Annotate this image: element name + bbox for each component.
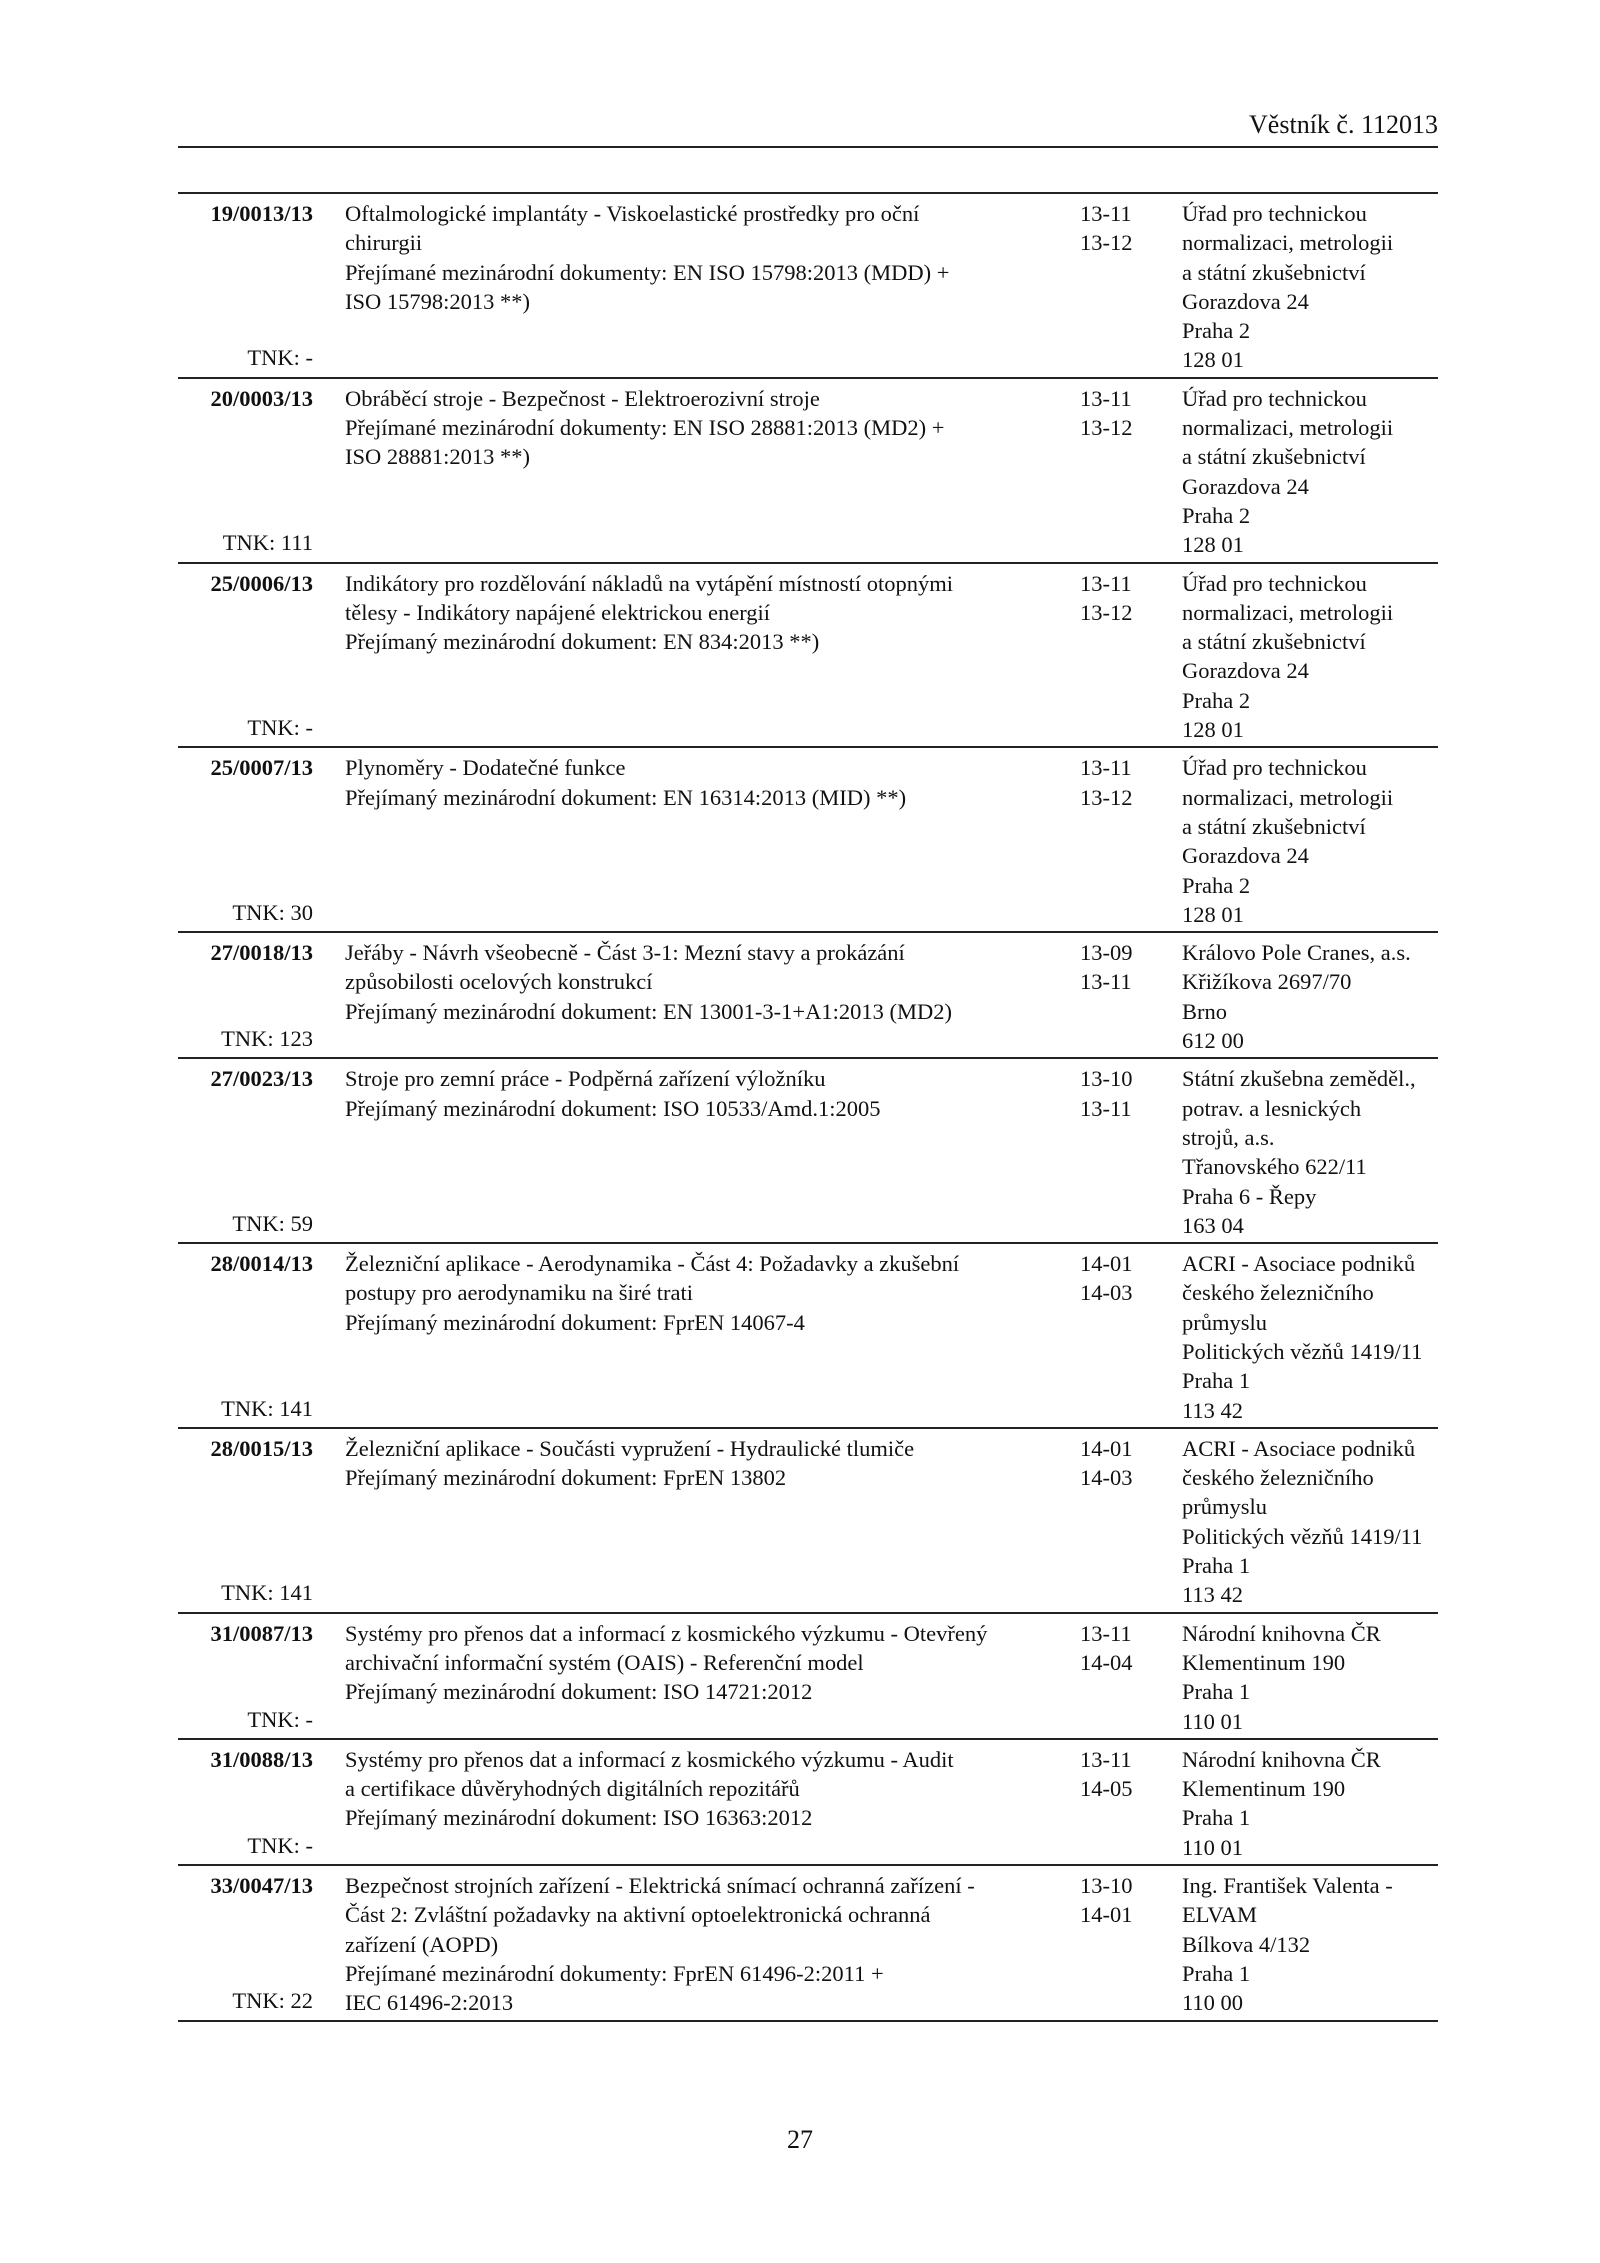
record-tnk: TNK: 123 [221,1026,313,1052]
record-organization-line: Ing. František Valenta - [1182,1873,1393,1899]
record-organization-line: 612 00 [1182,1028,1244,1054]
record-title-cell [333,1434,1063,1610]
table-row [178,194,1438,379]
record-organization-cell [1178,1745,1438,1862]
record-title-cell [333,199,1063,375]
record-date: 13-11 [1080,1095,1132,1121]
record-organization-line: Křižíkova 2697/70 [1182,969,1352,995]
record-organization-line: Praha 2 [1182,502,1251,528]
record-organization-line: Národní knihovna ČR [1182,1620,1381,1646]
record-dates-cell [1063,938,1178,1055]
record-date: 13-11 [1080,1746,1132,1772]
record-title-cell [333,1064,1063,1240]
record-organization-line: Klementinum 190 [1182,1776,1346,1802]
record-organization-line: Úřad pro technickou [1182,755,1367,781]
record-date: 14-03 [1080,1465,1133,1491]
table-row [178,379,1438,564]
record-title-line: způsobilosti ocelových konstrukcí [345,969,653,995]
record-organization-line: normalizaci, metrologii [1182,784,1394,810]
record-organization-line: Třanovského 622/11 [1182,1154,1367,1180]
record-title-cell [333,384,1063,560]
record-title-line: Bezpečnost strojních zařízení - Elektrická snímací ochranná zařízení - [345,1873,975,1899]
record-title-line: Obráběcí stroje - Bezpečnost - Elektroerozivní stroje [345,385,820,411]
record-title-line: Přejímaný mezinárodní dokument: FprEN 14067-4 [345,1309,805,1335]
record-organization-line: 128 01 [1182,901,1244,927]
record-organization-line: Praha 2 [1182,318,1251,344]
record-title-line: Systémy pro přenos dat a informací z kosmického výzkumu - Otevřený [345,1620,988,1646]
record-title-line: tělesy - Indikátory napájené elektrickou energií [345,599,771,625]
record-id-cell [178,199,333,375]
record-id-cell [178,1064,333,1240]
record-title-line: Oftalmologické implantáty - Viskoelastické prostředky pro oční [345,201,920,226]
record-title-line: Přejímané mezinárodní dokumenty: FprEN 61496-2:2011 + [345,1960,884,1986]
record-title-line: Železniční aplikace - Součásti vypružení - Hydraulické tlumiče [345,1435,915,1461]
record-date: 13-10 [1080,1873,1133,1899]
record-organization-line: a státní zkušebnictví [1182,813,1366,839]
record-organization-line: Politických vězňů 1419/11 [1182,1523,1423,1549]
record-organization-line: Královo Pole Cranes, a.s. [1182,940,1411,966]
record-title-line: Přejímaný mezinárodní dokument: FprEN 13802 [345,1465,787,1491]
record-tnk: TNK: - [247,345,313,371]
record-organization-line: a státní zkušebnictví [1182,444,1366,470]
record-organization-line: českého železničního [1182,1465,1374,1491]
record-title-line: Stroje pro zemní práce - Podpěrná zařízení výložníku [345,1066,826,1092]
record-title-line: Přejímaný mezinárodní dokument: ISO 16363:2012 [345,1805,813,1831]
record-organization-line: a státní zkušebnictví [1182,259,1366,285]
record-organization-line: Gorazdova 24 [1182,288,1309,314]
record-dates-cell [1063,1064,1178,1240]
record-organization-line: Gorazdova 24 [1182,473,1309,499]
record-title-line: IEC 61496-2:2013 [345,1990,514,2016]
record-date: 13-11 [1080,1620,1132,1646]
record-organization-line: normalizaci, metrologii [1182,230,1394,256]
record-organization-line: Politických vězňů 1419/11 [1182,1338,1423,1364]
record-organization-line: Praha 1 [1182,1679,1251,1705]
record-dates-cell [1063,1619,1178,1736]
page-header [178,108,1438,148]
record-organization-line: Praha 6 - Řepy [1182,1183,1317,1209]
table-row [178,1244,1438,1429]
standards-table [178,192,1438,2022]
record-organization-cell [1178,384,1438,560]
record-organization-cell [1178,938,1438,1055]
record-title-line: chirurgii [345,230,423,256]
record-organization-line: 128 01 [1182,347,1244,373]
record-tnk: TNK: - [247,715,313,741]
record-date: 14-01 [1080,1435,1133,1461]
record-date: 13-12 [1080,230,1133,256]
record-organization-line: ACRI - Asociace podniků [1182,1435,1416,1461]
record-organization-line: Praha 1 [1182,1960,1251,1986]
record-organization-line: normalizaci, metrologii [1182,415,1394,441]
record-date: 13-11 [1080,755,1132,781]
record-dates-cell [1063,1745,1178,1862]
record-tnk: TNK: 59 [232,1210,313,1236]
record-id-cell [178,753,333,929]
table-row [178,1614,1438,1740]
record-organization-line: ELVAM [1182,1902,1258,1928]
record-date: 13-12 [1080,415,1133,441]
record-organization-line: Brno [1182,998,1227,1024]
record-code: 27/0018/13 [210,940,313,966]
record-title-cell [333,753,1063,929]
record-organization-cell [1178,199,1438,375]
record-date: 13-11 [1080,201,1132,226]
record-title-line: Přejímané mezinárodní dokumenty: EN ISO 15798:2013 (MDD) + [345,259,950,285]
record-code: 31/0088/13 [210,1746,313,1772]
record-organization-line: ACRI - Asociace podniků [1182,1251,1416,1277]
record-organization-line: Gorazdova 24 [1182,843,1309,869]
record-date: 13-10 [1080,1066,1133,1092]
record-title-line: Jeřáby - Návrh všeobecně - Část 3-1: Mezní stavy a prokázání [345,940,905,966]
record-tnk: TNK: - [247,1832,313,1858]
record-organization-cell [1178,569,1438,745]
record-organization-line: 163 04 [1182,1212,1244,1238]
record-dates-cell [1063,1249,1178,1425]
record-organization-line: Gorazdova 24 [1182,658,1309,684]
record-code: 25/0007/13 [210,755,313,781]
table-row [178,748,1438,933]
record-date: 13-11 [1080,385,1132,411]
table-row [178,933,1438,1059]
record-code: 31/0087/13 [210,1620,313,1646]
record-organization-line: strojů, a.s. [1182,1124,1275,1150]
record-code: 20/0003/13 [210,385,313,411]
record-tnk: TNK: 141 [221,1580,313,1606]
record-organization-line: 110 01 [1182,1834,1244,1860]
record-title-line: Přejímaný mezinárodní dokument: ISO 10533/Amd.1:2005 [345,1095,881,1121]
record-title-line: Plynoměry - Dodatečné funkce [345,755,626,781]
record-date: 14-04 [1080,1649,1133,1675]
record-code: 28/0014/13 [210,1251,313,1277]
record-code: 33/0047/13 [210,1873,313,1899]
record-tnk: TNK: 111 [222,530,313,556]
record-date: 13-11 [1080,969,1132,995]
record-id-cell [178,384,333,560]
record-title-cell [333,1871,1063,2017]
record-title-line: Přejímaný mezinárodní dokument: EN 16314:2013 (MID) **) [345,784,907,810]
record-date: 14-05 [1080,1776,1133,1802]
record-title-line: archivační informační systém (OAIS) - Referenční model [345,1649,864,1675]
record-title-cell [333,938,1063,1055]
page-number: 27 [787,2125,813,2154]
record-id-cell [178,1745,333,1862]
record-title-line: Přejímaný mezinárodní dokument: EN 834:2013 **) [345,629,820,655]
record-title-line: Železniční aplikace - Aerodynamika - Část 4: Požadavky a zkušební [345,1251,960,1277]
record-organization-line: 128 01 [1182,532,1244,558]
record-tnk: TNK: 141 [221,1395,313,1421]
record-organization-cell [1178,1434,1438,1610]
record-title-line: Indikátory pro rozdělování nákladů na vytápění místností otopnými [345,570,954,596]
record-id-cell [178,1619,333,1736]
table-row [178,1740,1438,1866]
record-organization-line: Praha 2 [1182,872,1251,898]
record-organization-line: potrav. a lesnických [1182,1095,1362,1121]
record-title-cell [333,1249,1063,1425]
record-organization-line: Úřad pro technickou [1182,201,1367,226]
record-organization-line: Státní zkušebna zeměděl., [1182,1066,1416,1092]
record-title-cell [333,1619,1063,1736]
record-organization-line: Úřad pro technickou [1182,570,1367,596]
record-dates-cell [1063,1434,1178,1610]
record-organization-line: Bílkova 4/132 [1182,1931,1311,1957]
table-row [178,564,1438,749]
record-date: 13-09 [1080,940,1133,966]
record-organization-cell [1178,753,1438,929]
record-title-line: ISO 28881:2013 **) [345,444,530,470]
record-code: 25/0006/13 [210,570,313,596]
record-code: 28/0015/13 [210,1435,313,1461]
record-organization-line: 110 01 [1182,1708,1244,1734]
record-organization-line: Klementinum 190 [1182,1649,1346,1675]
record-title-line: Část 2: Zvláštní požadavky na aktivní optoelektronická ochranná [345,1902,931,1928]
record-organization-cell [1178,1871,1438,2017]
record-date: 13-11 [1080,570,1132,596]
record-id-cell [178,938,333,1055]
table-row [178,1429,1438,1614]
record-title-line: Přejímané mezinárodní dokumenty: EN ISO 28881:2013 (MD2) + [345,415,945,441]
record-title-line: postupy pro aerodynamiku na širé trati [345,1280,694,1306]
record-title-line: Přejímaný mezinárodní dokument: EN 13001-3-1+A1:2013 (MD2) [345,998,952,1024]
record-organization-line: českého železničního [1182,1280,1374,1306]
record-title-cell [333,1745,1063,1862]
record-date: 14-03 [1080,1280,1133,1306]
record-dates-cell [1063,569,1178,745]
record-organization-line: průmyslu [1182,1309,1268,1335]
record-organization-line: normalizaci, metrologii [1182,599,1394,625]
record-date: 14-01 [1080,1251,1133,1277]
record-organization-line: průmyslu [1182,1494,1268,1520]
record-title-line: a certifikace důvěryhodných digitálních repozitářů [345,1776,800,1802]
record-organization-line: 113 42 [1182,1397,1244,1423]
record-title-line: Přejímaný mezinárodní dokument: ISO 14721:2012 [345,1679,813,1705]
record-organization-line: Praha 1 [1182,1368,1251,1394]
record-organization-line: 128 01 [1182,717,1244,743]
record-dates-cell [1063,384,1178,560]
record-title-line: zařízení (AOPD) [345,1931,499,1957]
record-date: 13-12 [1080,784,1133,810]
record-organization-line: a státní zkušebnictví [1182,629,1366,655]
record-title-line: ISO 15798:2013 **) [345,288,530,314]
record-id-cell [178,1871,333,2017]
record-dates-cell [1063,753,1178,929]
record-tnk: TNK: - [247,1706,313,1732]
record-tnk: TNK: 22 [232,1988,313,2014]
record-code: 27/0023/13 [210,1066,313,1092]
record-organization-line: Úřad pro technickou [1182,385,1367,411]
record-dates-cell [1063,1871,1178,2017]
record-organization-line: 110 00 [1182,1990,1244,2016]
record-title-cell [333,569,1063,745]
record-id-cell [178,569,333,745]
record-title-line: Systémy pro přenos dat a informací z kosmického výzkumu - Audit [345,1746,954,1772]
bulletin-title: Věstník č. 112013 [1249,110,1438,139]
record-id-cell [178,1434,333,1610]
record-organization-line: 113 42 [1182,1582,1244,1608]
record-organization-cell [1178,1619,1438,1736]
table-row [178,1866,1438,2021]
record-date: 13-12 [1080,599,1133,625]
table-row [178,1059,1438,1244]
record-organization-cell [1178,1249,1438,1425]
record-dates-cell [1063,199,1178,375]
record-organization-line: Praha 1 [1182,1553,1251,1579]
record-date: 14-01 [1080,1902,1133,1928]
record-organization-line: Praha 1 [1182,1805,1251,1831]
record-code: 19/0013/13 [210,201,313,226]
record-organization-cell [1178,1064,1438,1240]
record-organization-line: Národní knihovna ČR [1182,1746,1381,1772]
record-organization-line: Praha 2 [1182,687,1251,713]
record-id-cell [178,1249,333,1425]
record-tnk: TNK: 30 [232,899,313,925]
